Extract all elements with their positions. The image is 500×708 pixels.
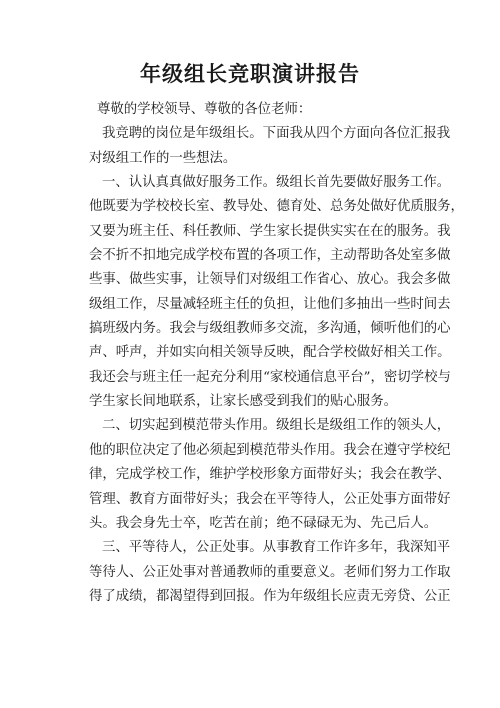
paragraph-line: 管理、教育方面带好头；我会在平等待人，公正处事方面带好	[89, 491, 451, 507]
paragraph-line: 律，完成学校工作，维护学校形象方面带好头；我会在教学、	[89, 467, 451, 483]
paragraph-line: 些事、做些实事，让领导们对级组工作省心、放心。我会多做	[89, 272, 451, 288]
paragraph-line: 一、认认真真做好服务工作。级组长首先要做好服务工作。	[102, 175, 451, 191]
paragraph-line: 我还会与班主任一起充分利用“家校通信息平台”，密切学校与	[89, 369, 451, 385]
paragraph-line: 我竞聘的岗位是年级组长。下面我从四个方面向各位汇报我	[102, 126, 451, 142]
paragraph-line: 他的职位决定了他必须起到模范带头作用。我会在遵守学校纪	[89, 442, 451, 458]
paragraph-line: 学生家长间地联系，让家长感受到我们的贴心服务。	[89, 394, 397, 410]
paragraph-line: 他既要为学校校长室、教导处、德育处、总务处做好优质服务，	[89, 199, 464, 215]
document-title: 年级组长竞职演讲报告	[140, 61, 360, 86]
paragraph-line: 又要为班主任、科任教师、学生家长提供实实在在的服务。我	[89, 223, 451, 239]
salutation-line: 尊敬的学校领导、尊敬的各位老师：	[97, 102, 312, 117]
paragraph-line: 头。我会身先士卒，吃苦在前；绝不碌碌无为、先己后人。	[89, 515, 438, 531]
paragraph-line: 得了成绩，都渴望得到回报。作为年级组长应责无旁贷、公正	[89, 588, 451, 604]
document-body	[89, 98, 464, 609]
paragraph-line: 二、切实起到模范带头作用。级组长是级组工作的领头人，	[102, 418, 451, 434]
paragraph-line: 级组工作，尽量减轻班主任的负担，让他们多抽出一些时间去	[89, 296, 451, 312]
paragraph-line: 等待人、公正处事对普通教师的重要意义。老师们努力工作取	[89, 564, 451, 580]
paragraph-line: 会不折不扣地完成学校布置的各项工作，主动帮助各处室多做	[89, 248, 451, 264]
paragraph-line: 三、平等待人，公正处事。从事教育工作许多年，我深知平	[102, 540, 451, 556]
paragraph-line: 对级组工作的一些想法。	[89, 150, 237, 166]
paragraph-line: 搞班级内务。我会与级组教师多交流，多沟通，倾听他们的心	[89, 321, 451, 337]
paragraph-line: 声、呼声，并如实向相关领导反映，配合学校做好相关工作。	[89, 345, 451, 361]
